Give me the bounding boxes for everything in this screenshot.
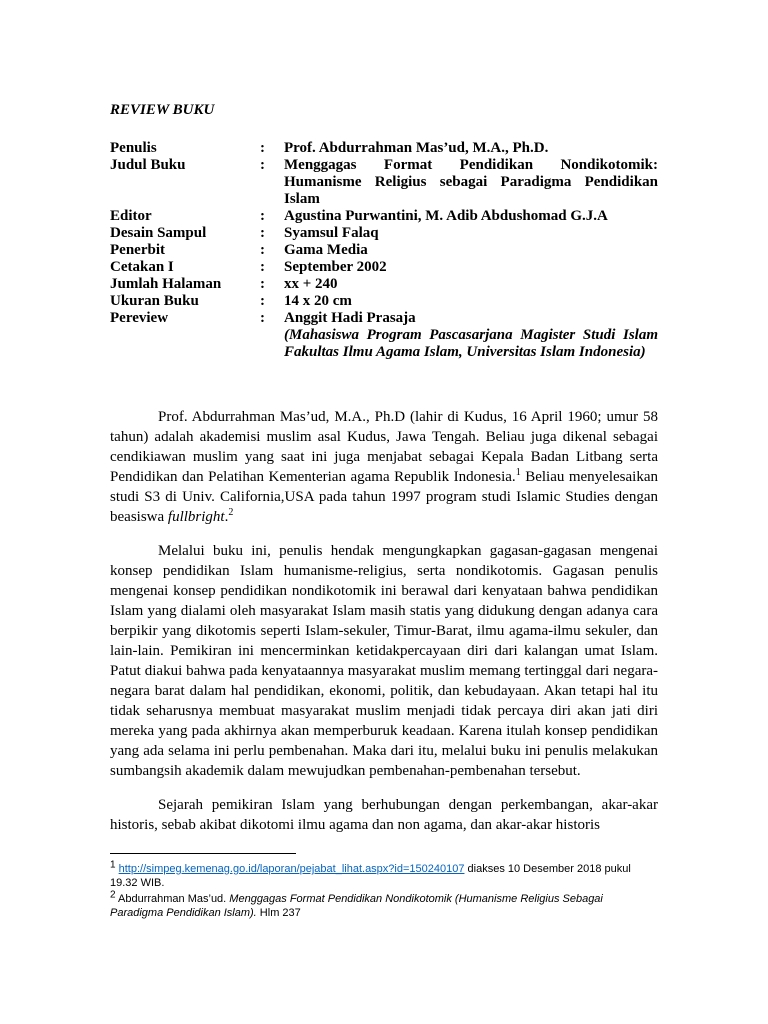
meta-label: Judul Buku [110,157,186,173]
meta-colon: : [260,157,265,173]
paragraph-text: Beliau menyelesaikan studi S3 di Univ. California,USA pada tahun 1997 program studi Islamic Studies dengan beasiswa [110,469,658,525]
meta-colon: : [260,225,265,241]
meta-value: xx + 240 [284,276,338,292]
meta-label: Cetakan I [110,259,174,275]
footnote-divider [110,853,296,854]
footnote-1 [110,859,658,890]
meta-value [284,310,658,361]
paragraph-history: Sejarah pemikiran Islam yang berhubungan dengan perkembangan, akar-akar historis, sebab akibat dikotomi ilmu agama dan non agama, dan akar-akar historis [110,797,658,833]
footnote-ref-1[interactable]: 1 [515,467,521,478]
italic-term: fullbright [167,509,225,525]
meta-row-pereview [110,310,658,361]
meta-colon: : [260,310,265,326]
meta-label: Jumlah Halaman [110,276,222,292]
footnote-text: diakses 10 Desember 2018 pukul 19.32 WIB. [110,863,631,889]
paragraph-text: Prof. Abdurrahman Mas’ud, M.A., Ph.D (lahir di Kudus, 16 April 1960; umur 58 tahun) adalah akademisi muslim asal Kudus, Jawa Tengah. Beliau juga dikenal sebagai cendikiawan muslim yang saat ini juga menjabat sebagai Kepala Badan Litbang serta Pendidikan dan Pelatihan Kementerian agama Republik Indonesia. [110,409,658,485]
book-metadata [110,140,658,361]
meta-row-penerbit [110,242,658,259]
meta-colon: : [260,242,265,258]
footnote-link[interactable]: http://simpeg.kemenag.go.id/laporan/pejabat_lihat.aspx?id=150240107 [118,863,465,875]
meta-row-ukuran-buku [110,293,658,310]
meta-label: Penerbit [110,242,165,258]
review-body [110,407,658,849]
meta-label: Ukuran Buku [110,293,199,309]
meta-label: Editor [110,208,152,224]
footnote-ref-2[interactable]: 2 [228,507,234,518]
footnote-number: 1 [110,859,116,871]
meta-value: Gama Media [284,242,368,258]
footnote-title: Menggagas Format Pendidikan Nondikotomik (Humanisme Religius Sebagai Paradigma Pendidikan Islam). [110,893,603,919]
meta-colon: : [260,276,265,292]
paragraph-author-bio [110,407,658,527]
meta-row-judul-buku [110,157,658,208]
meta-value: Menggagas Format Pendidikan Nondikotomik: Humanisme Religius sebagai Paradigma Pendidikan Islam [284,157,658,207]
footnote-page: Hlm 237 [256,907,301,919]
meta-row-jumlah-halaman [110,276,658,293]
paragraph-book-purpose: Melalui buku ini, penulis hendak mengungkapkan gagasan-gagasan mengenai konsep pendidikan Islam humanisme-religius, serta nondikotomis. Gagasan penulis mengenai konsep pendidikan nondikotomik ini berawal dari kenyataan bahwa pendidikan Islam yang dialami oleh masyarakat Islam masih statis yang didukung dengan adanya cara berpikir yang dikotomis seperti Islam-sekuler, Timur-Barat, ilmu agama-ilmu sekuler, dan lain-lain. Pemikiran ini mencerminkan ketidakpercayaan diri dari kalangan umat Islam. Patut diakui bahwa pada kenyataannya masyarakat muslim memang tertinggal dari negara-negara barat dalam hal pendidikan, ekonomi, politik, dan kebudayaan. Akan tetapi hal itu tidak seharusnya membuat masyarakat muslim menjadi tidak percaya diri akan jati diri mereka yang pada akhirnya akan memperburuk keadaan. Karena itulah konsep pendidikan yang ada selama ini perlu pembenahan. Maka dari itu, melalui buku ini penulis melakukan sumbangsih akademik dalam mewujudkan pembenahan-pembenahan tersebut. [110,543,658,779]
footnote-2 [110,889,658,920]
reviewer-affiliation: (Mahasiswa Program Pascasarjana Magister Studi Islam Fakultas Ilmu Agama Islam, Universitas Islam Indonesia) [284,327,658,360]
paragraph-text: . [224,509,229,525]
meta-colon: : [260,259,265,275]
footnotes [110,859,658,922]
meta-value: Agustina Purwantini, M. Adib Abdushomad G.J.A [284,208,608,224]
meta-row-editor [110,208,658,225]
meta-row-desain-sampul [110,225,658,242]
meta-value: September 2002 [284,259,387,275]
meta-value: Prof. Abdurrahman Mas’ud, M.A., Ph.D. [284,140,549,156]
meta-label: Pereview [110,310,169,326]
review-heading: REVIEW BUKU [110,102,215,118]
meta-label: Penulis [110,140,157,156]
meta-row-cetakan [110,259,658,276]
footnote-author: Abdurrahman Mas’ud. [115,893,230,905]
meta-value: 14 x 20 cm [284,293,352,309]
meta-label: Desain Sampul [110,225,207,241]
reviewer-name: Anggit Hadi Prasaja [284,310,416,326]
meta-colon: : [260,293,265,309]
meta-value: Syamsul Falaq [284,225,379,241]
meta-colon: : [260,140,265,156]
meta-row-penulis [110,140,658,157]
footnote-number: 2 [110,889,116,901]
meta-colon: : [260,208,265,224]
